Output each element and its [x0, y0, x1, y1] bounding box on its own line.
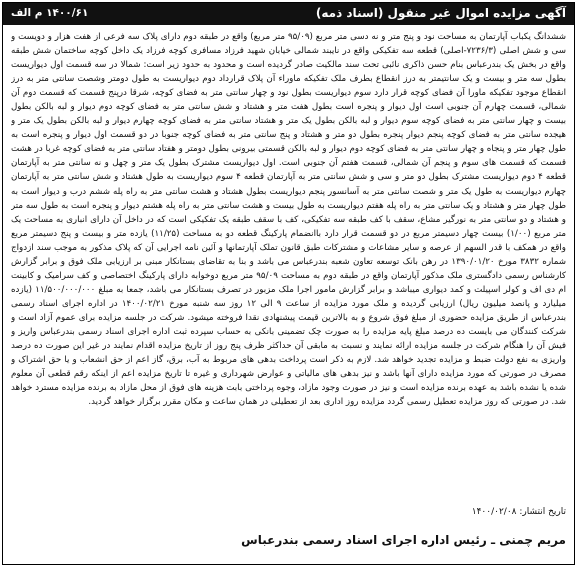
- notice-body: ششدانگ یکباب آپارتمان به مساحت نود و پنج متر و نه دسی متر مربع (۹۵/۰۹ متر مربع) واقع در طبقه دوم دارای پلاک سه فرعی از هفت هزار و دویست و سی و شش اصلی (۷۲۳۶/۳-اصلی) قطعه سه تفکیکی واقع در نایبند شمالی خیابان شهید فرزاد مسافری کوچه فرزاد یک داخل کوچه ساختمان شش طبقه واقع در بخش یک بندرعباس بنام حسن ذاکری نائبی تحت سند مالکیت صادر گردیده است و محدود به حدود زیر است: شمالا در سه قسمت اول دیواریست بطول سه متر و بیست و یک سانتیمتر به درز انقطاع بطرف ملک تفکیکه ماوراء آن پلاک قرارداد دوم دیواریست به طول دومتر وشصت سانتی متر به درز انقطاع موجود تفکیکه ماورا آن فضای کوچه قرار دارد سوم دیواریست بطول نود و چهار سانتی متر به فضای کوچه، شرقا درپنج قسمت که قسمت دوم آن شمالی، قسمت چهارم آن جنوبی است اول دیوار و پنجره است بطول هفت متر و هشتاد و شش سانتی متر به فضای کوچه دوم دیوار و لبه بالکن بطول بیست و چهار سانتی متر به فضای کوچه سوم دیوار و لبه بالکن بطول یک متر و هشتاد سانتی متر به فضای کوچه چهارم دیوار و لبه بالکن بطول یک متر و هیجده سانتی متر به فضای کوچه پنجم دیوار پنجره بطول دو متر و هشتاد و پنج سانتی متر به فضای کوچه جنوبا در دو قسمت اول دیوار و پنجره است به طول چهار متر و پنجاه و چهار سانتی متر به فضای کوچه دوم دیوار و لبه بالکن قسمتی بیرونی بطول دومتر و هفتاد سانتی متر به فضای کوچه غربا در هشت قسمت که قسمت های سوم و پنجم آن شمالی، قسمت هفتم آن جنوبی است. اول دیواریست مشترک بطول یک متر و چهل و نه سانتی متر به آپارتمان قطعه ۴ دوم دیواریست مشترک بطول دو متر و سی و شش سانتی متر به آپارتمان قطعه ۴ سوم دیواریست به طول هشتاد و شش سانتی متر به آپارتمان چهارم دیواریست به طول یک متر و شصت سانتی متر به آسانسور پنجم دیواریست بطول هشتاد و هشت سانتی متر به راه پله ششم درب و دیوار است به طول چهار متر و هشتاد و یک سانتی متر به راه پله هفتم دیواریست به طول بیست و هشت سانتی متر به راه پله هشتم دیوار و پنجره است به طول سه متر و هشتاد و دو سانتی متر به نورگیر مشاع، سقف با کف طبقه سه تفکیکی، کف با سقف طبقه یک تفکیکی است که در داخل آن دارای انباری به مساحت یک متر مربع (۱/۰۰) بیست چهار دسیمتر مربع در دو قسمت قرار دارد باانضمام پارکینگ قطعه دو به مساحت (۱۱/۲۵) یازده متر و بیست و پنج دسیمتر مربع واقع در همکف با قدر السهم از عرصه و سایر مشاعات و مشترکات طبق قانون تملک آپارتمانها و آئین نامه اجرایی آن که پلاک مذکور به موجب سند ازدواج شماره ۳۸۳۲ مورخ ۱۳۹۰/۰۱/۲۰ در رهن بانک توسعه تعاون شعبه بندرعباس می باشد و بنا به تقاضای بستانکار مبنی بر ارزیابی ملک فوق و برابر گزارش کارشناس رسمی دادگستری ملک مذکور آپارتمان واقع در طبقه دوم به مساحت ۹۵/۰۹ متر مربع دوخوابه دارای پارکینگ اختصاصی و کف سرامیک و کابینت ام دی اف و کولر اسپیلت و کمد دیواری میباشد و برابر گزارش مامور اجرا ملک مزبور در تصرف بستانکار می باشد، جمعا به مبلغ ۱۱/۵۰۰/۰۰۰/۰۰۰ (یازده میلیارد و پانصد میلیون ریال) ارزیابی گردیده و ملک مورد مزایده از ساعت ۹ الی ۱۲ روز سه شنبه مورخ ۱۴۰۰/۰۲/۲۱ در اداره اجرای اسناد رسمی بندرعباس از طریق مزایده حضوری از مبلغ فوق شروع و به بالاترین قیمت پیشنهادی نقدا فروخته میشود. شرکت در جلسه مزایده برای عموم آزاد است و شرکت کنندگان می بایست ده درصد مبلغ پایه مزایده را به صورت چک تضمینی بانکی به حساب سپرده ثبت اداره اجرای اسناد رسمی بندرعباس واریز و فیش آن را هنگام شرکت در جلسه مزایده ارائه نمایند و نسبت به مابقی آن حداکثر ظرف پنج روز از تاریخ مزایده اقدام نمایند در غیر این صورت ده درصد واریزی به نفع دولت ضبط و مزایده تجدید خواهد شد. لازم به ذکر است پرداخت بدهی های مربوط به آب، برق، گاز اعم از حق انشعاب و یا حق اشتراک و مصرف در صورتی که مورد مزایده دارای آنها باشد و نیز بدهی های مالیاتی و عوارض شهرداری و غیره تا تاریخ مزایده اعم از اینکه رقم قطعی آن معلوم شده یا نشده باشد به عهده برنده مزایده است و نیز در صورت وجود مازاد، وجوه پرداختی بابت هزینه های فوق از محل مازاد به برنده مزایده مسترد خواهد شد. در صورتی که روز مزایده تعطیل رسمی گردد مزایده روز اداری بعد از تعطیلی در همان ساعت و مکان مقرر برگزار خواهد گردید.: [11, 32, 566, 408]
- signature: مریم چمنی ـ رئیس اداره اجرای اسناد رسمی بندرعباس: [241, 533, 566, 547]
- notice-header: [3, 3, 574, 25]
- auction-notice: [2, 2, 575, 565]
- publication-date: تاریخ انتشار: ۱۴۰۰/۰۲/۰۸: [471, 507, 566, 517]
- notice-title: آگهی مزایده اموال غیر منقول (اسناد ذمه): [315, 6, 566, 20]
- notice-number: ۱۴۰۰/۶۱ م الف: [11, 7, 89, 19]
